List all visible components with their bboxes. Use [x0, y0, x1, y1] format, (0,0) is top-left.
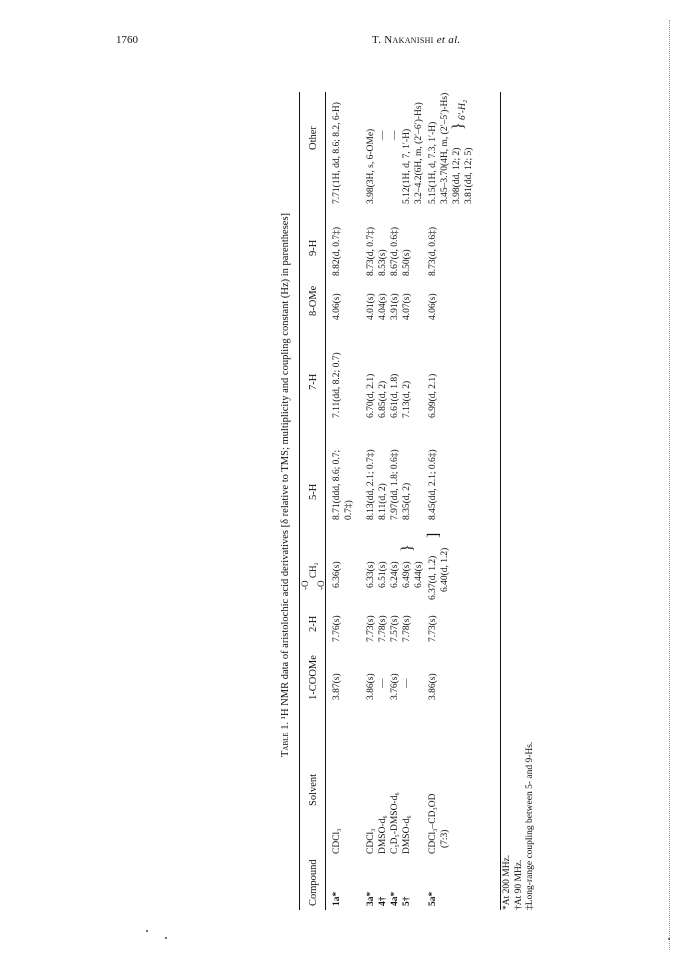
cell-9h: 8.73(d, 0.7‡) [366, 226, 376, 276]
col-header-solvent: Solvent [308, 773, 319, 806]
cell-och2o: 6.33(s) [366, 561, 376, 588]
cell-compound: 5† [402, 896, 412, 906]
table-caption [280, 60, 291, 910]
cell-compound: 4a* [390, 891, 400, 906]
cell-8ome: 4.06(s) [428, 293, 438, 320]
cell-compound: 3a* [366, 891, 376, 906]
cell-5h: 8.35(d, 2) [402, 482, 412, 520]
cell-other: 7.71(1H, dd, 8.6; 8.2, 6-H) [332, 102, 342, 204]
cell-compound: 1a* [332, 891, 342, 906]
cell-7h: 7.11(dd, 8.2; 0.7) [332, 352, 342, 418]
cell-other: — [378, 130, 388, 140]
cell-och2o: 6.36(s) [332, 561, 342, 588]
cell-other-cont: 3.2–4.2(6H, m, (2′–6′)-Hs) [414, 102, 424, 204]
cell-other: 5.12(1H, d, 7, 1′-H) [402, 128, 412, 204]
cell-coome: 3.87(s) [332, 673, 342, 700]
cell-2h: 7.76(s) [332, 615, 342, 642]
cell-och2o: 6.37(d, 1.2) [428, 555, 438, 600]
cell-9h: 8.50(s) [402, 249, 412, 276]
cell-5h: 8.71(ddd, 8.6; 0.7; [332, 449, 342, 520]
cell-9h: 8.73(d, 0.6‡) [428, 226, 438, 276]
cell-7h: 6.99(d, 2.1) [428, 373, 438, 418]
cell-5h-cont: 0.7‡) [344, 500, 354, 520]
cell-solvent: CDCl₃ [366, 828, 376, 854]
och2o-top: -O [300, 580, 310, 590]
cell-other: — [390, 130, 400, 140]
table-top-rule [299, 92, 300, 910]
cell-7h: 6.85(d, 2) [378, 380, 388, 418]
cell-och2o: 6.24(s) [390, 561, 400, 588]
cell-och2o-cont: 6.44(s) [414, 561, 424, 588]
col-header-5h: 5-H [308, 483, 319, 500]
cell-8ome: 3.91(s) [390, 293, 400, 320]
footnote: †At 90 MHz. [513, 859, 524, 910]
cell-5h: 8.45(dd, 2.1; 0.6‡) [428, 449, 438, 520]
cell-compound: 4† [378, 896, 388, 906]
cell-solvent-cont: (7:3) [440, 829, 450, 848]
cell-other: 3.98(3H, s, 6-OMe) [366, 128, 376, 204]
col-header-other: Other [308, 126, 319, 150]
table-label: Table 1. [280, 721, 291, 758]
col-header-och2o [301, 562, 325, 590]
cell-coome: — [402, 678, 412, 688]
brace-icon: } [450, 122, 467, 130]
cell-och2o-cont: 6.40(d, 1.2) [440, 547, 450, 592]
cell-8ome: 4.01(s) [366, 293, 376, 320]
cell-solvent: CDCl₃–CD₃OD [428, 793, 438, 854]
cell-coome: 3.86(s) [366, 673, 376, 700]
running-head-etal: et al. [436, 34, 461, 46]
cell-9h: 8.67(d, 0.6‡) [390, 226, 400, 276]
page-number: 1760 [116, 34, 138, 46]
cell-och2o: 6.51(s) [378, 561, 388, 588]
cell-coome: — [378, 678, 388, 688]
och2o-mid: CH₂ [308, 562, 318, 578]
cell-8ome: 4.06(s) [332, 293, 342, 320]
cell-2h: 7.73(s) [366, 615, 376, 642]
cell-2h: 7.57(s) [390, 615, 400, 642]
col-header-9h: 9-H [308, 239, 319, 256]
cell-5h: 7.97(dd, 1.8; 0.6‡) [390, 449, 400, 520]
cell-solvent: DMSO-d₆ [402, 815, 412, 854]
table-header-rule [325, 92, 326, 910]
brace-icon: } [399, 544, 416, 552]
cell-coome: 3.76(s) [390, 673, 400, 700]
table-block [22, 60, 535, 910]
cell-9h: 8.53(s) [378, 249, 388, 276]
cell-compound: 5a* [428, 891, 438, 906]
cell-5h: 8.13(dd, 2.1; 0.7‡) [366, 449, 376, 520]
table-title: ¹H NMR data of aristolochic acid derivatives [δ relative to TMS; multiplicity and coupling constant (Hz) in parentheses] [280, 212, 291, 720]
cell-7h: 6.70(d, 2.1) [366, 373, 376, 418]
cell-2h: 7.78(s) [402, 615, 412, 642]
cell-5h: 8.11(d, 2) [378, 483, 388, 520]
footnote: *At 200 MHz. [502, 854, 512, 910]
cell-other-group: 6′-H₂ [458, 99, 468, 120]
col-header-7h: 7-H [308, 373, 319, 390]
cell-other-cont: 3.45–3.70(4H, m, (2′–5′)-Hs) [440, 92, 450, 204]
cell-8ome: 4.07(s) [402, 293, 412, 320]
cell-9h: 8.82(d, 0.7‡) [332, 226, 342, 276]
cell-2h: 7.78(s) [378, 615, 388, 642]
col-header-coome: 1-COOMe [308, 655, 319, 700]
col-header-compound: Compound [308, 859, 319, 906]
footnote: ‡Long-range coupling between 5- and 9-Hs. [525, 741, 535, 910]
col-header-2h: 2-H [308, 615, 319, 632]
cell-2h: 7.73(s) [428, 615, 438, 642]
running-head-author: T. Nakanishi [372, 34, 434, 46]
och2o-bot: -O [316, 580, 326, 590]
col-header-8ome: 8-OMe [308, 285, 319, 316]
cell-solvent: CDCl₃ [332, 828, 342, 854]
brace-icon: ] [425, 532, 442, 538]
cell-7h: 7.13(d, 2) [402, 380, 412, 418]
cell-solvent: C₅D₅-DMSO-d₆ [390, 792, 400, 854]
cell-och2o: 6.49(s) [402, 561, 412, 588]
cell-solvent: DMSO-d₆ [378, 815, 388, 854]
table-footnotes [502, 610, 537, 910]
cell-8ome: 4.04(s) [378, 293, 388, 320]
table-bottom-rule [500, 92, 501, 910]
cell-other-cont: 3.81(dd, 12; 5) [464, 147, 474, 204]
cell-other: 5.15(1H, d, 7.3, 1′-H) [428, 121, 438, 204]
cell-other-cont: 3.98(dd, 12; 2) [452, 147, 462, 204]
cell-coome: 3.86(s) [428, 673, 438, 700]
cell-7h: 6.61(d, 1.8) [390, 373, 400, 418]
